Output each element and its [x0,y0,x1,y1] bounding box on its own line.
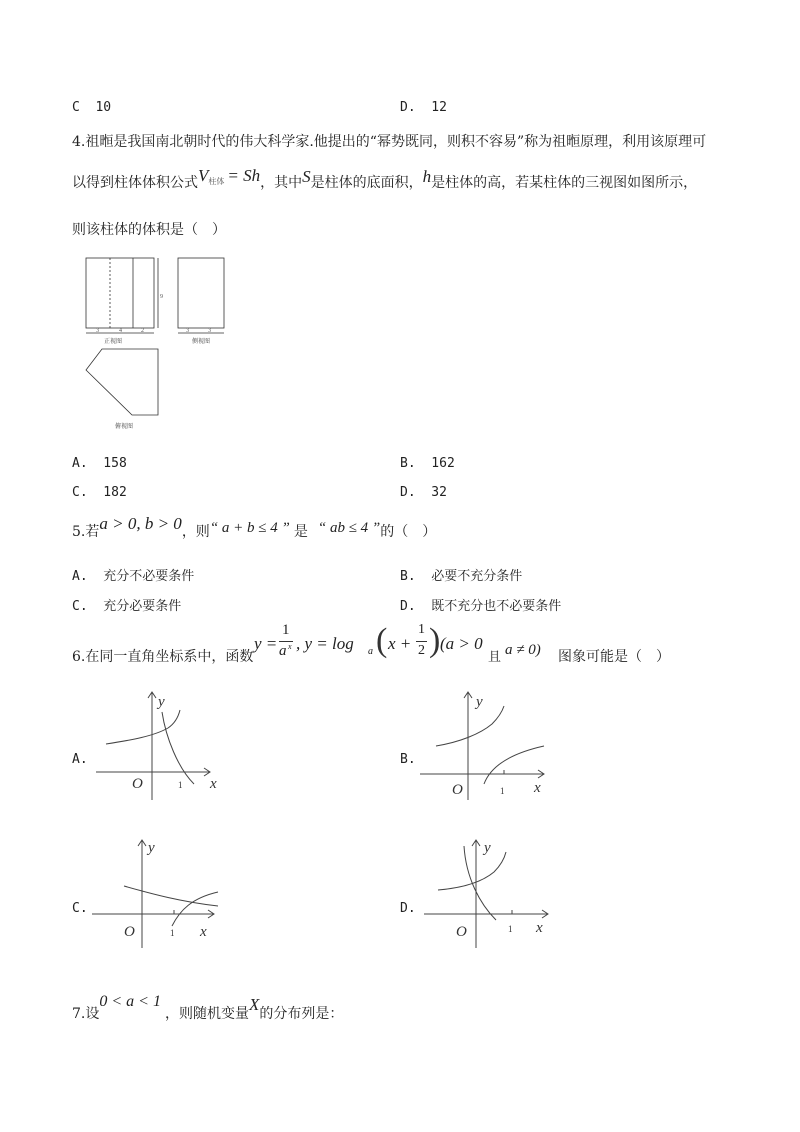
q5-stem-c: 是 [293,524,308,540]
label-o: O [124,924,135,940]
q6-graph-a [92,688,232,800]
label-o: O [452,782,463,798]
front-view [86,258,158,333]
top-view [86,349,158,415]
q6-f2: , y = log [296,634,354,653]
q6-f1-den: a [279,643,287,659]
q6-stem-a: 6.在同一直角坐标系中，函数 [72,649,254,665]
q6-f1-exp: x [288,642,292,651]
log-curve [464,846,496,920]
side-view-caption: 侧视图 [192,339,211,345]
q7-condition: 0 < a < 1 [99,993,161,1010]
dim-front-1-label: 3 [96,328,99,334]
q7-stem-b: ，则随机变量 [164,1006,249,1022]
q4-var-h: h [422,167,432,186]
label-one: 1 [500,786,505,796]
label-y: y [476,694,483,710]
q4-option-c: C. 182 [72,485,127,500]
label-x: x [534,780,541,796]
q5-proposition-p: “ a + b ≤ 4 ” [209,520,290,536]
q6-option-b-label: B. [400,752,416,767]
label-one: 1 [508,924,513,934]
q4-stem-line2 [72,166,698,192]
q6-cond-a: (a > 0 [440,634,483,653]
q6-half-num: 1 [418,622,425,637]
dim-side-2-label: 3 [208,328,211,334]
q4-stem-text-b: ，其中 [260,175,303,191]
log-curve [172,892,218,926]
side-view [178,258,224,333]
q5-stem [72,514,437,541]
front-view-caption: 正视图 [104,339,123,345]
label-one: 1 [170,928,175,938]
q5-condition: a > 0, b > 0 [99,514,182,533]
q6-option-c-label: C. [72,901,88,916]
q4-option-b: B. 162 [400,456,455,471]
q6-option-d-label: D. [400,901,416,916]
q4-formula-sub: 柱体 [208,177,225,186]
label-o: O [456,924,467,940]
q6-f1-num: 1 [282,622,290,638]
q5-stem-d: 的（ ） [380,524,437,540]
q6-half-fraction-bar [416,641,427,642]
label-one: 1 [178,780,183,790]
q4-stem-line1: 4.祖暅是我国南北朝时代的伟大科学家.他提出的“幂势既同，则积不容易”称为祖暅原理，利用该原理可 [72,134,707,150]
q5-option-d: D. 既不充分也不必要条件 [400,599,562,614]
label-x: x [210,776,217,792]
label-y: y [158,694,165,710]
q5-stem-a: 5.若 [72,524,100,540]
q4-formula-rest: = Sh [227,166,261,185]
q6-graph-b [420,688,560,800]
q6-option-a-label: A. [72,752,88,767]
q6-cond-b: 且 [488,650,502,665]
log-curve [484,746,544,784]
q6-f2-base: a [368,646,373,657]
q3-option-c: C 10 [72,100,112,115]
q6-f2-arg: x + [388,634,412,653]
q5-stem-b: ，则 [181,524,210,540]
q4-option-d: D. 32 [400,485,447,500]
q6-stem [72,620,772,670]
q6-stem-b: 图象可能是（ ） [558,649,670,665]
q7-stem-a: 7.设 [72,1006,100,1022]
q7-stem-c: 的分布列是： [259,1006,344,1022]
q5-proposition-q: “ ab ≤ 4 ” [317,520,381,536]
q4-stem-text-c: 是柱体的底面积， [310,175,423,191]
dim-side-1-label: 3 [186,328,189,334]
q4-three-view-figure [80,252,240,437]
q5-option-c: C. 充分必要条件 [72,599,182,614]
label-x: x [536,920,543,936]
q3-option-d: D. 12 [400,100,447,115]
q6-graph-d [420,836,560,948]
q6-graph-c [92,836,232,948]
top-view-caption: 俯视图 [115,424,134,430]
dim-height-label: 9 [160,294,163,300]
q6-cond-c: a ≠ 0) [505,642,541,658]
exponential-curve [436,706,504,746]
q4-formula-v: V [198,166,209,185]
q6-f1-y: y = [254,634,278,653]
q7-stem [72,993,344,1023]
q5-option-a: A. 充分不必要条件 [72,569,195,584]
label-y: y [484,840,491,856]
label-y: y [148,840,155,856]
log-curve [162,712,194,784]
dim-front-3-label: 2 [141,328,144,334]
dim-front-2-label: 4 [119,328,122,334]
q4-stem-line3: 则该柱体的体积是（ ） [72,222,226,238]
exponential-curve [438,852,506,890]
q5-option-b: B. 必要不充分条件 [400,569,523,584]
q4-option-a: A. 158 [72,456,127,471]
label-o: O [132,776,143,792]
q4-stem-text-d: 是柱体的高，若某柱体的三视图如图所示， [431,175,698,191]
q6-half-den: 2 [418,643,425,658]
q4-var-s: S [302,167,311,186]
q4-stem-text-a: 以得到柱体体积公式 [72,175,198,191]
q6-left-paren: ( [376,622,388,659]
label-x: x [200,924,207,940]
q6-right-paren: ) [429,622,441,659]
q7-var-x: X [248,995,260,1014]
